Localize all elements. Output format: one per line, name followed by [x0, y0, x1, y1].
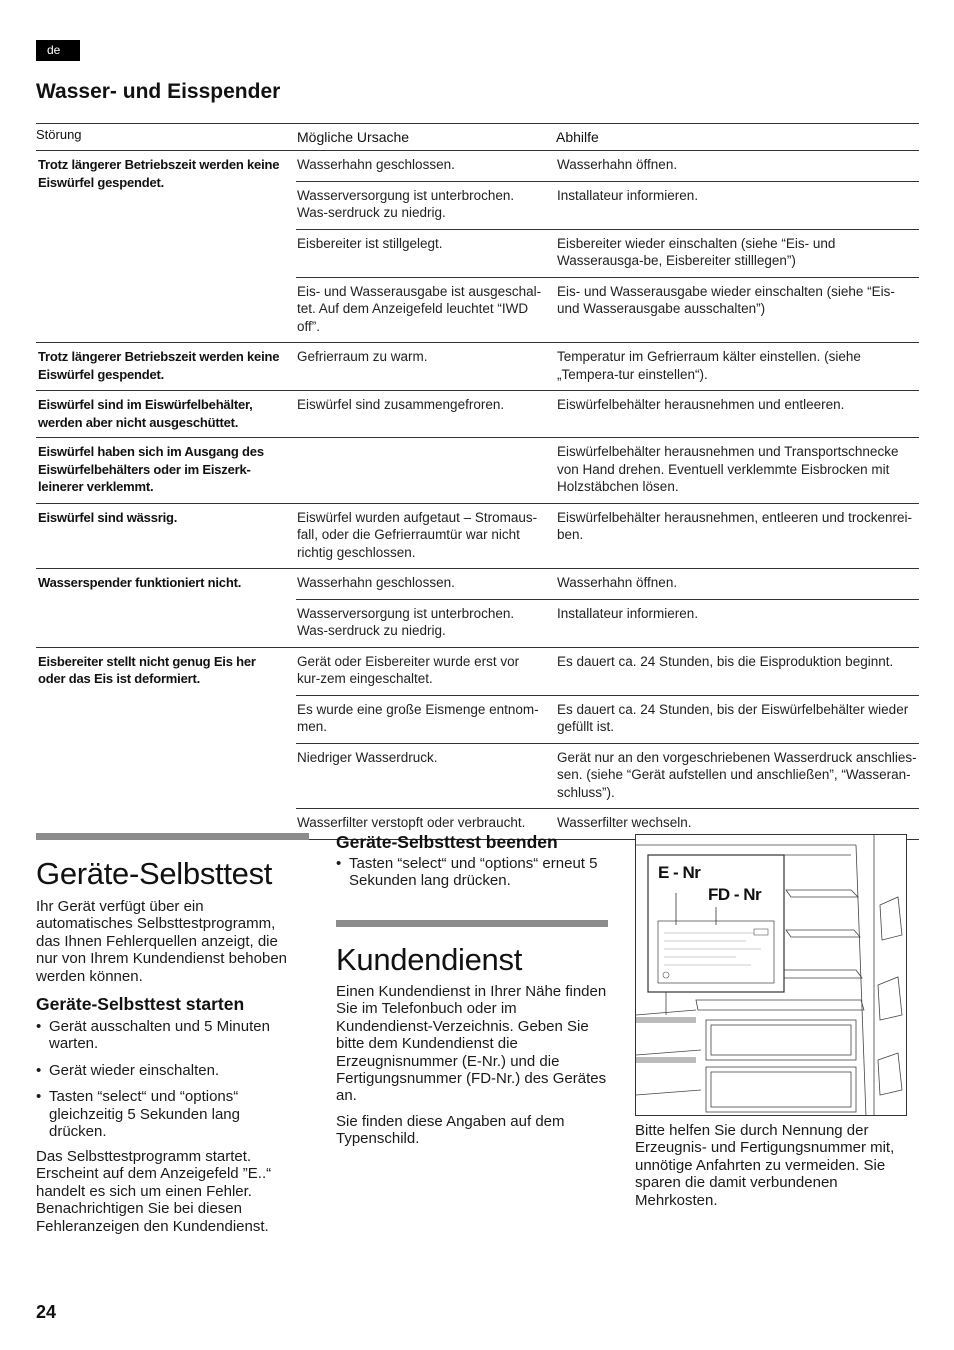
- cause-cell: Gerät oder Eisbereiter wurde erst vor kur-zem eingeschaltet.: [297, 653, 520, 686]
- cause-cell: Gefrierraum zu warm.: [297, 349, 428, 364]
- cause-cell: Eiswürfel sind zusammengefroren.: [297, 397, 505, 412]
- fault-group: [36, 438, 919, 504]
- remedy-cell: Es dauert ca. 24 Stunden, bis der Eiswürfelbehälter wieder gefüllt ist.: [557, 701, 909, 734]
- selftest-end-title: Geräte-Selbsttest beenden: [336, 832, 558, 852]
- rating-plate-illustration: [635, 834, 907, 1116]
- table-row: [296, 182, 919, 230]
- table-row: [296, 391, 919, 421]
- table-row: [296, 696, 919, 744]
- remedy-cell: Wasserfilter wechseln.: [557, 815, 692, 830]
- selftest-start-steps: [36, 1018, 298, 1149]
- remedy-cell: Eisbereiter wieder einschalten (siehe “Eis- und Wasserausga-be, Eisbereiter stilllegen”): [557, 235, 836, 268]
- cause-cell: Es wurde eine große Eismenge entnom-men.: [297, 701, 539, 734]
- table-row: [296, 343, 919, 390]
- remedy-cell: Temperatur im Gefrierraum kälter einstellen. (siehe „Tempera-tur einstellen“).: [557, 349, 861, 382]
- remedy-cell: Es dauert ca. 24 Stunden, bis die Eisproduktion beginnt.: [557, 653, 894, 669]
- remedy-cell: Eis- und Wasserausgabe wieder einschalten (siehe “Eis- und Wasserausgabe ausschalten”): [557, 283, 895, 316]
- cause-cell: Wasserversorgung ist unterbrochen. Was-serdruck zu niedrig.: [297, 605, 515, 638]
- remedy-cell: Eiswürfelbehälter herausnehmen und entleeren.: [557, 397, 845, 412]
- service-text-2: Sie finden diese Angaben auf dem Typenschild.: [336, 1113, 565, 1148]
- selftest-end-steps: [336, 855, 608, 899]
- remedy-cell: Eiswürfelbehälter herausnehmen, entleeren und trockenrei-ben.: [557, 509, 912, 542]
- table-row: [296, 151, 919, 182]
- selftest-result-text: Das Selbsttestprogramm startet. Erscheint auf dem Anzeigefeld ”E..“ handelt es sich um einen Fehler. Benachrichtigen Sie bei diesen Fehleranzeigen den Kundendienst.: [36, 1148, 272, 1235]
- list-item: • Gerät wieder einschalten.: [36, 1062, 298, 1079]
- fault-group: [36, 343, 919, 391]
- fault-text: Eiswürfel sind im Eiswürfelbehälter, werden aber nicht ausgeschüttet.: [38, 397, 253, 430]
- section-divider-bar: [36, 833, 309, 840]
- selftest-intro: Ihr Gerät verfügt über ein automatisches Selbsttestprogramm, das Ihnen Fehlerquellen anzeigt, die nur von Ihrem Kundendienst behoben werden können.: [36, 898, 288, 985]
- fault-group: [36, 648, 919, 840]
- remedy-cell: Installateur informieren.: [557, 187, 699, 203]
- remedy-cell: Wasserhahn öffnen.: [557, 157, 678, 172]
- e-nr-label: E - Nr: [658, 863, 701, 882]
- fault-text: Trotz längerer Betriebszeit werden keine Eiswürfel gespendet.: [38, 157, 280, 190]
- cause-cell: Eiswürfel wurden aufgetaut – Stromaus-fall, oder die Gefrierraumtür war nicht richtig geschlossen.: [297, 509, 538, 560]
- figure-caption: Bitte helfen Sie durch Nennung der Erzeugnis- und Fertigungsnummer mit, unnötige Anfahrten zu vermeiden. Sie sparen die damit verbundenen Mehrkosten.: [635, 1122, 895, 1209]
- selftest-title: Geräte-Selbsttest: [36, 856, 273, 891]
- fault-text: Wasserspender funktioniert nicht.: [38, 575, 242, 590]
- header-fault: Störung: [36, 127, 82, 142]
- table-row: [296, 278, 919, 343]
- list-item: • Tasten “select“ und “options“ gleichzeitig 5 Sekunden lang drücken.: [36, 1088, 298, 1140]
- table-row: [296, 600, 919, 647]
- service-title: Kundendienst: [336, 942, 523, 977]
- header-remedy: Abhilfe: [556, 129, 599, 145]
- cause-cell: Eisbereiter ist stillgelegt.: [297, 235, 443, 251]
- table-row: [296, 569, 919, 600]
- table-row: [296, 230, 919, 278]
- remedy-cell: Installateur informieren.: [557, 605, 699, 621]
- cause-cell: Wasserfilter verstopft oder verbraucht.: [297, 815, 526, 830]
- cause-cell: [296, 438, 546, 503]
- remedy-cell: Gerät nur an den vorgeschriebenen Wasserdruck anschlies-sen. (siehe “Gerät aufstellen und anschließen”, “Wasseran-schluss”).: [557, 749, 917, 800]
- fault-group: [36, 151, 919, 343]
- table-row: [296, 744, 919, 810]
- fault-text: Eisbereiter stellt nicht genug Eis her oder das Eis ist deformiert.: [38, 653, 256, 686]
- fault-text: Trotz längerer Betriebszeit werden keine Eiswürfel gespendet.: [38, 349, 280, 382]
- cause-cell: Wasserversorgung ist unterbrochen. Was-serdruck zu niedrig.: [297, 187, 515, 220]
- fault-group: [36, 391, 919, 438]
- section-divider-bar: [336, 920, 608, 927]
- cause-cell: Niedriger Wasserdruck.: [297, 749, 438, 765]
- cause-cell: Eis- und Wasserausgabe ist ausgeschal-tet. Auf dem Anzeigefeld leuchtet “IWD off”.: [297, 283, 542, 334]
- cause-cell: Wasserhahn geschlossen.: [297, 575, 455, 590]
- table-row: [296, 648, 919, 696]
- remedy-cell: Eiswürfelbehälter herausnehmen und Transportschnecke von Hand drehen. Eventuell verklemmte Eisbrocken mit Holzstäbchen lösen.: [557, 444, 899, 494]
- troubleshooting-table: [36, 123, 919, 840]
- section-title: Wasser- und Eisspender: [36, 80, 281, 103]
- remedy-cell: Wasserhahn öffnen.: [557, 575, 678, 590]
- language-badge: de: [36, 40, 80, 61]
- header-cause: Mögliche Ursache: [297, 129, 410, 145]
- fault-group: [36, 569, 919, 648]
- page-number: 24: [36, 1302, 57, 1322]
- table-header: [36, 123, 919, 151]
- list-item: • Tasten “select“ und “options“ erneut 5 Sekunden lang drücken.: [336, 855, 608, 890]
- fault-group: [36, 504, 919, 570]
- fault-text: Eiswürfel haben sich im Ausgang des Eiswürfelbehälters oder im Eiszerk-leinerer verklemmt.: [38, 444, 264, 494]
- table-row: [296, 504, 919, 569]
- table-row: [296, 438, 919, 503]
- service-text: Einen Kundendienst in Ihrer Nähe finden Sie im Telefonbuch oder im Kundendienst-Verzeichnis. Geben Sie bitte dem Kundendienst die Erzeugnisnummer (E-Nr.) und die Fertigungsnummer (FD-Nr.) des Gerätes an.: [336, 983, 607, 1105]
- cause-cell: Wasserhahn geschlossen.: [297, 157, 455, 172]
- fd-nr-label: FD - Nr: [708, 885, 762, 904]
- list-item: • Gerät ausschalten und 5 Minuten warten.: [36, 1018, 298, 1053]
- fault-text: Eiswürfel sind wässrig.: [38, 509, 178, 525]
- selftest-start-title: Geräte-Selbsttest starten: [36, 994, 245, 1014]
